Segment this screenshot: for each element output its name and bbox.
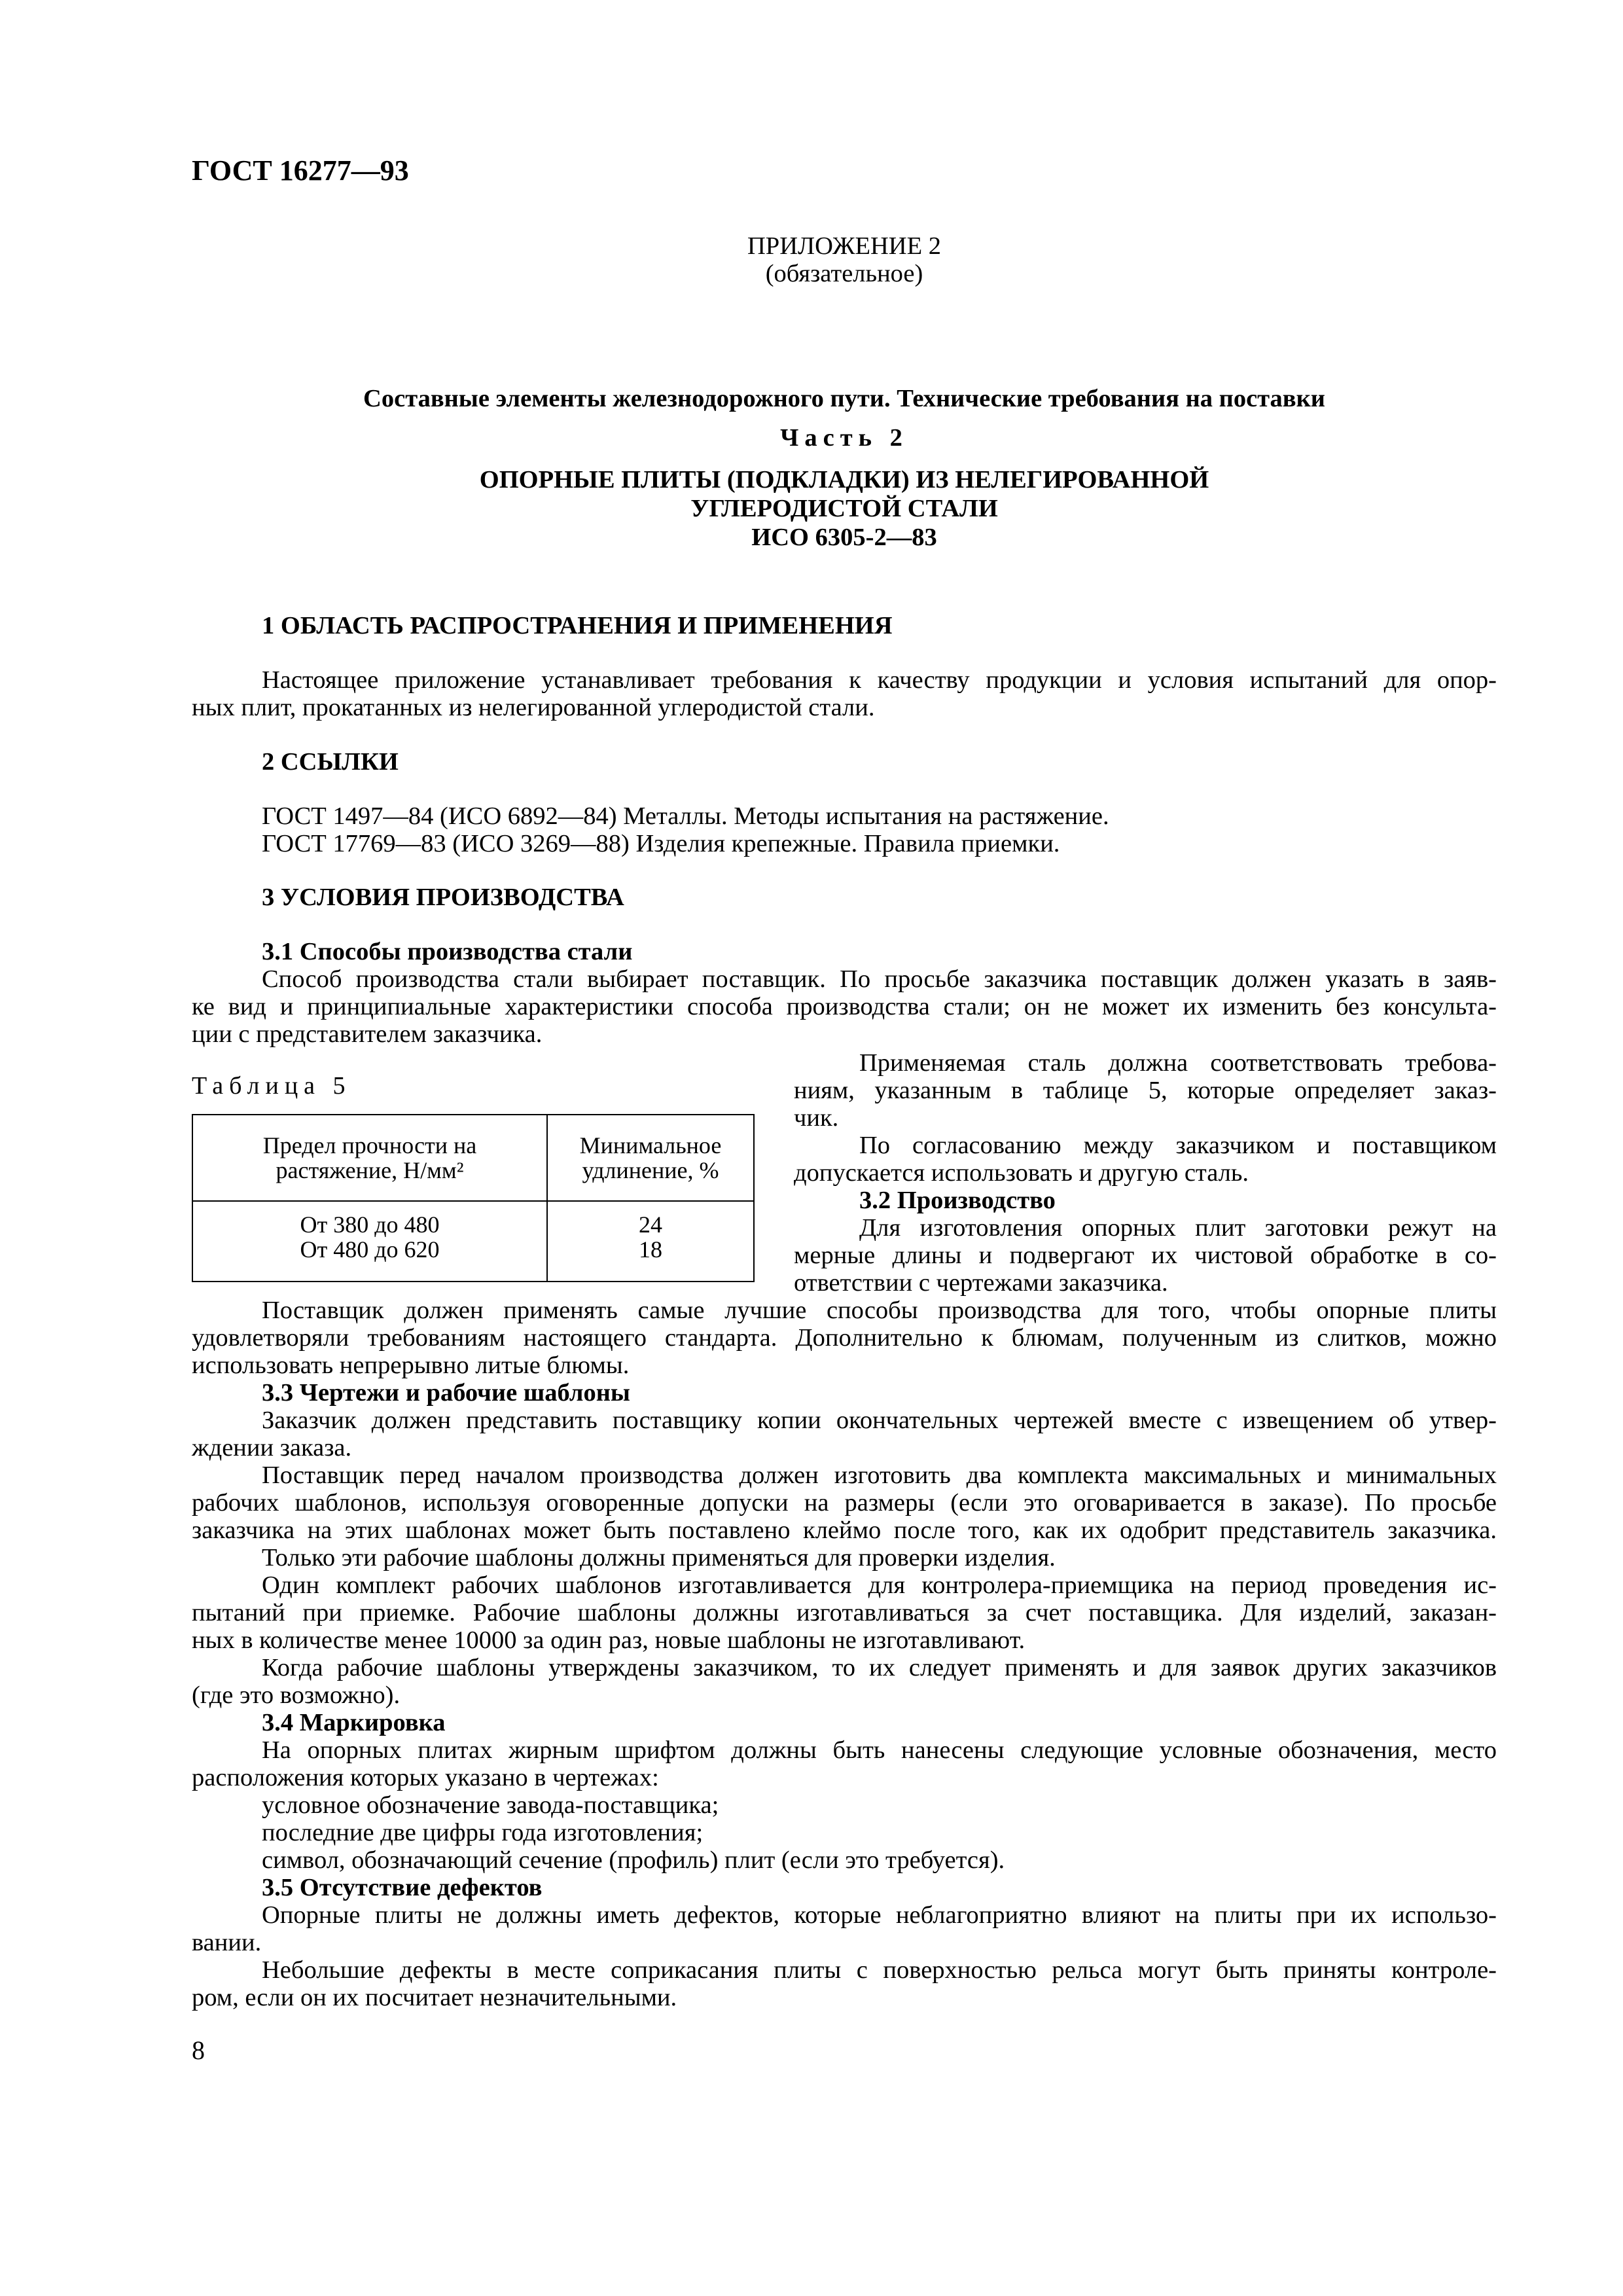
s34-line1: На опорных плитах жирным шрифтом должны быть нанесены следующие условные обозначения, место	[262, 1736, 1497, 1764]
subsection-3-4-heading: 3.4 Маркировка	[262, 1709, 446, 1736]
s33-line4: рабочих шаблонов, используя оговоренные допуски на размеры (если это оговаривается в заказе). По просьбе	[192, 1489, 1497, 1516]
s35-line3: Небольшие дефекты в месте соприкасания плиты с поверхностью рельса могут быть приняты контроле-	[262, 1956, 1497, 1984]
s32-line5: удовлетворяли требованиям настоящего стандарта. Дополнительно к блюмам, полученным из слитков, можно	[192, 1324, 1497, 1352]
section2-heading: 2 ССЫЛКИ	[262, 748, 399, 776]
table5	[192, 1114, 755, 1282]
s34-line5: символ, обозначающий сечение (профиль) плит (если это требуется).	[262, 1846, 1005, 1874]
section1-heading: 1 ОБЛАСТЬ РАСПРОСТРАНЕНИЯ И ПРИМЕНЕНИЯ	[262, 612, 893, 639]
subsection-3-3-heading: 3.3 Чертежи и рабочие шаблоны	[262, 1379, 630, 1407]
right-col-line5: допускается использовать и другую сталь.	[794, 1159, 1249, 1187]
s34-line2: расположения которых указано в чертежах:	[192, 1764, 659, 1791]
table-row	[192, 1201, 754, 1282]
part-label: Часть 2	[780, 424, 908, 452]
table5-elongation-value: 18	[639, 1236, 662, 1263]
right-col-line4: По согласованию между заказчиком и поставщиком	[859, 1132, 1497, 1159]
s35-line2: вании.	[192, 1929, 262, 1956]
right-col-line2: ниям, указанным в таблице 5, которые определяет заказ-	[794, 1077, 1497, 1104]
reference-1: ГОСТ 1497—84 (ИСО 6892—84) Металлы. Методы испытания на растяжение.	[262, 802, 1109, 830]
table5-elongation-cell	[547, 1201, 754, 1282]
standard-title-line3: ИСО 6305-2—83	[751, 524, 937, 551]
table5-strength-value: От 380 до 480	[300, 1211, 440, 1238]
table5-header-strength	[192, 1115, 547, 1201]
s33-line7: Один комплект рабочих шаблонов изготавливается для контролера-приемщика на период проведения ис-	[262, 1571, 1497, 1599]
standard-title-line1: ОПОРНЫЕ ПЛИТЫ (ПОДКЛАДКИ) ИЗ НЕЛЕГИРОВАННОЙ	[479, 466, 1209, 493]
table5-header-strength-l1: Предел прочности на	[262, 1132, 477, 1158]
s33-line11: (где это возможно).	[192, 1681, 401, 1709]
table5-strength-cell	[192, 1201, 547, 1282]
appendix-title: ПРИЛОЖЕНИЕ 2	[747, 232, 941, 260]
s33-line2: ждении заказа.	[192, 1434, 352, 1462]
s32-line1: Для изготовления опорных плит заготовки режут на	[859, 1214, 1497, 1242]
series-title: Составные элементы железнодорожного пути. Технические требования на поставки	[363, 385, 1325, 412]
subsection-3-5-heading: 3.5 Отсутствие дефектов	[262, 1874, 543, 1901]
right-col-line3: чик.	[794, 1104, 839, 1132]
table5-header-elongation-l1: Минимальное	[579, 1132, 722, 1158]
s35-line4: ром, если он их посчитает незначительными.	[192, 1984, 677, 2011]
s32-line2: мерные длины и подвергают их чистовой обработке в со-	[794, 1242, 1497, 1269]
table5-header-elongation	[547, 1115, 754, 1201]
document-id: ГОСТ 16277—93	[192, 154, 409, 187]
standard-title-line2: УГЛЕРОДИСТОЙ СТАЛИ	[690, 495, 998, 522]
table5-header-strength-l2: растяжение, Н/мм²	[276, 1157, 464, 1183]
section1-line1: Настоящее приложение устанавливает требования к качеству продукции и условия испытаний для опор-	[262, 666, 1497, 694]
table5-elongation-value: 24	[639, 1211, 662, 1238]
table5-header-elongation-l2: удлинение, %	[582, 1157, 719, 1183]
section3-heading: 3 УСЛОВИЯ ПРОИЗВОДСТВА	[262, 884, 624, 911]
right-col-line1: Применяемая сталь должна соответствовать требова-	[859, 1049, 1497, 1077]
page-number: 8	[192, 2036, 205, 2065]
appendix-subtitle: (обязательное)	[765, 260, 923, 287]
s33-line9: ных в количестве менее 10000 за один раз, новые шаблоны не изготавливают.	[192, 1626, 1026, 1654]
table5-caption: Таблица 5	[192, 1072, 351, 1100]
s33-line6: Только эти рабочие шаблоны должны применяться для проверки изделия.	[262, 1544, 1056, 1571]
table5-strength-value: От 480 до 620	[300, 1236, 440, 1263]
s31-line2: ке вид и принципиальные характеристики способа производства стали; он не может их изменить без консульта-	[192, 993, 1497, 1020]
s32-line3: ответствии с чертежами заказчика.	[794, 1269, 1168, 1297]
s31-line1: Способ производства стали выбирает поставщик. По просьбе заказчика поставщик должен указать в заяв-	[262, 965, 1497, 993]
s34-line4: последние две цифры года изготовления;	[262, 1819, 704, 1846]
s35-line1: Опорные плиты не должны иметь дефектов, которые неблагоприятно влияют на плиты при их использо-	[262, 1901, 1497, 1929]
s33-line5: заказчика на этих шаблонах может быть поставлено клеймо после того, как их одобрит представитель заказчика.	[192, 1516, 1497, 1544]
s33-line3: Поставщик перед началом производства должен изготовить два комплекта максимальных и минимальных	[262, 1462, 1497, 1489]
s33-line10: Когда рабочие шаблоны утверждены заказчиком, то их следует применять и для заявок других заказчиков	[262, 1654, 1497, 1681]
s32-line4: Поставщик должен применять самые лучшие способы производства для того, чтобы опорные плиты	[262, 1297, 1497, 1324]
s34-line3: условное обозначение завода-поставщика;	[262, 1791, 719, 1819]
reference-2: ГОСТ 17769—83 (ИСО 3269—88) Изделия крепежные. Правила приемки.	[262, 830, 1060, 857]
s32-line6: использовать непрерывно литые блюмы.	[192, 1352, 630, 1379]
section1-line2: ных плит, прокатанных из нелегированной углеродистой стали.	[192, 694, 875, 721]
subsection-3-2-heading: 3.2 Производство	[859, 1187, 1056, 1214]
s33-line8: пытаний при приемке. Рабочие шаблоны должны изготавливаться за счет поставщика. Для изделий, заказан-	[192, 1599, 1497, 1626]
subsection-3-1-heading: 3.1 Способы производства стали	[262, 938, 633, 965]
s33-line1: Заказчик должен представить поставщику копии окончательных чертежей вместе с извещением об утвер-	[262, 1407, 1497, 1434]
s31-line3: ции с представителем заказчика.	[192, 1020, 543, 1048]
